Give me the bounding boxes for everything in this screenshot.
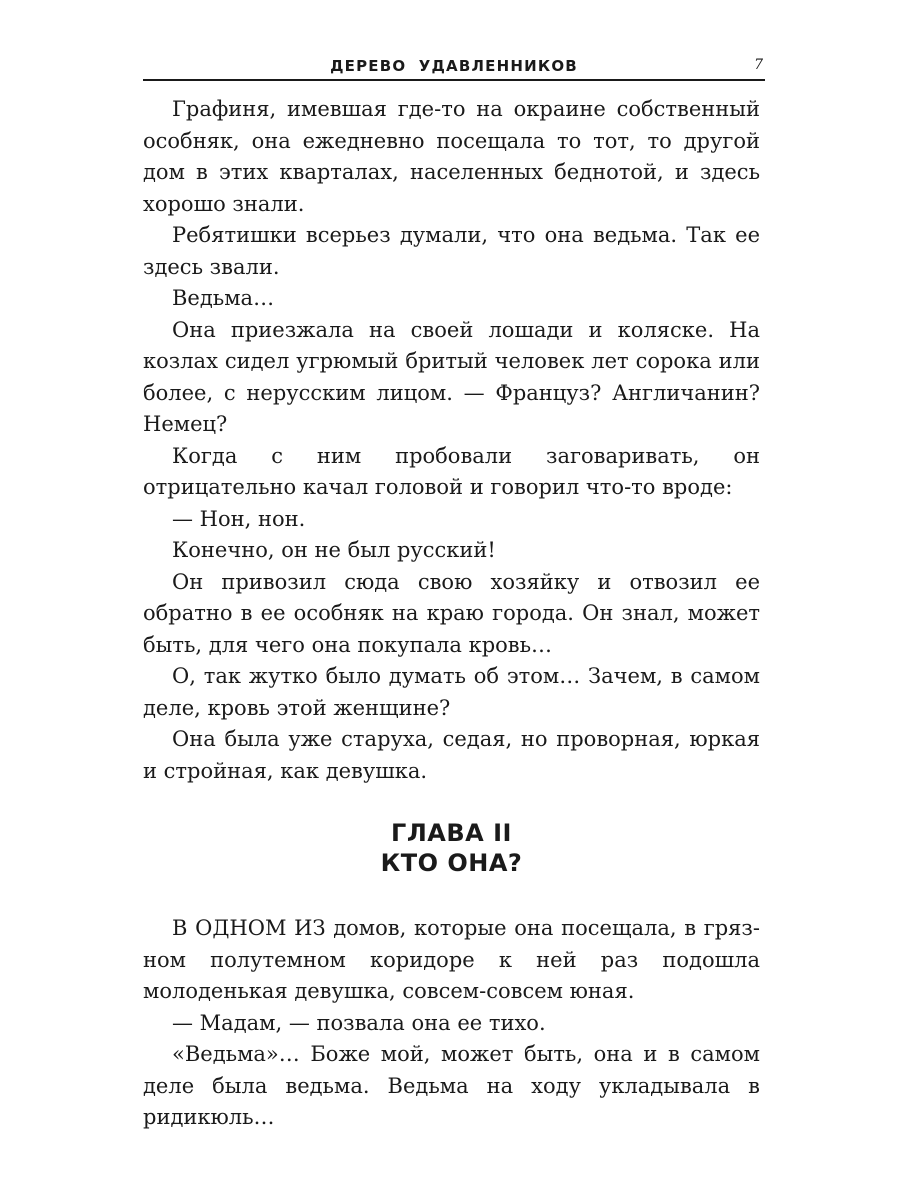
- header-rule: [143, 79, 765, 81]
- paragraph: Она была уже старуха, седая, но проворная, юркая и стройная, как девушка.: [143, 727, 760, 783]
- paragraph: Он привозил сюда свою хозяйку и отвозил ее обратно в ее особняк на краю города. Он знал, может быть, для чего она покупала кровь…: [143, 569, 760, 657]
- body-text-top: [143, 94, 760, 787]
- chapter-title: КТО ОНА?: [380, 849, 523, 877]
- paragraph: Конечно, он не был русский!: [172, 538, 496, 562]
- paragraph: Ведьма…: [172, 286, 275, 310]
- paragraph: «Ведьма»… Боже мой, может быть, она и в самом деле была ведьма. Ведьма на ходу укладывала в ридикюль…: [143, 1042, 760, 1129]
- paragraph: — Нон, нон.: [172, 506, 306, 531]
- paragraph: О, так жутко было думать об этом… Зачем, в самом деле, кровь этой женщине?: [143, 664, 760, 720]
- body-text-bottom: [143, 913, 760, 1134]
- book-title: ДЕРЕВО УДАВЛЕННИКОВ: [330, 57, 578, 75]
- running-header: [143, 56, 765, 82]
- chapter-heading: [143, 818, 760, 878]
- paragraph: Графиня, имевшая где-то на окраине собственный особняк, она ежедневно посещала то тот, то другой дом в этих кварталах, населенных беднотой, и здесь хорошо знали.: [143, 97, 760, 216]
- chapter-number: ГЛАВА II: [391, 819, 512, 847]
- paragraph: Она приезжала на своей лошади и коляске. На козлах сидел угрюмый бритый человек лет сорока или более, с нерусским лицом. — Француз? Англичанин? Немец?: [143, 317, 760, 436]
- page-number: 7: [754, 57, 763, 73]
- paragraph: — Мадам, — позвала она ее тихо.: [172, 1010, 546, 1035]
- paragraph: В ОДНОМ ИЗ домов, которые она посещала, в грязном полутемном коридоре к ней раз подошла молоденькая девушка, совсем-совсем юная.: [143, 916, 760, 1003]
- paragraph: Ребятишки всерьез думали, что она ведьма. Так ее здесь звали.: [143, 223, 760, 279]
- paragraph: Когда с ним пробовали заговаривать, он отрицательно качал головой и говорил что-то вроде:: [143, 443, 760, 499]
